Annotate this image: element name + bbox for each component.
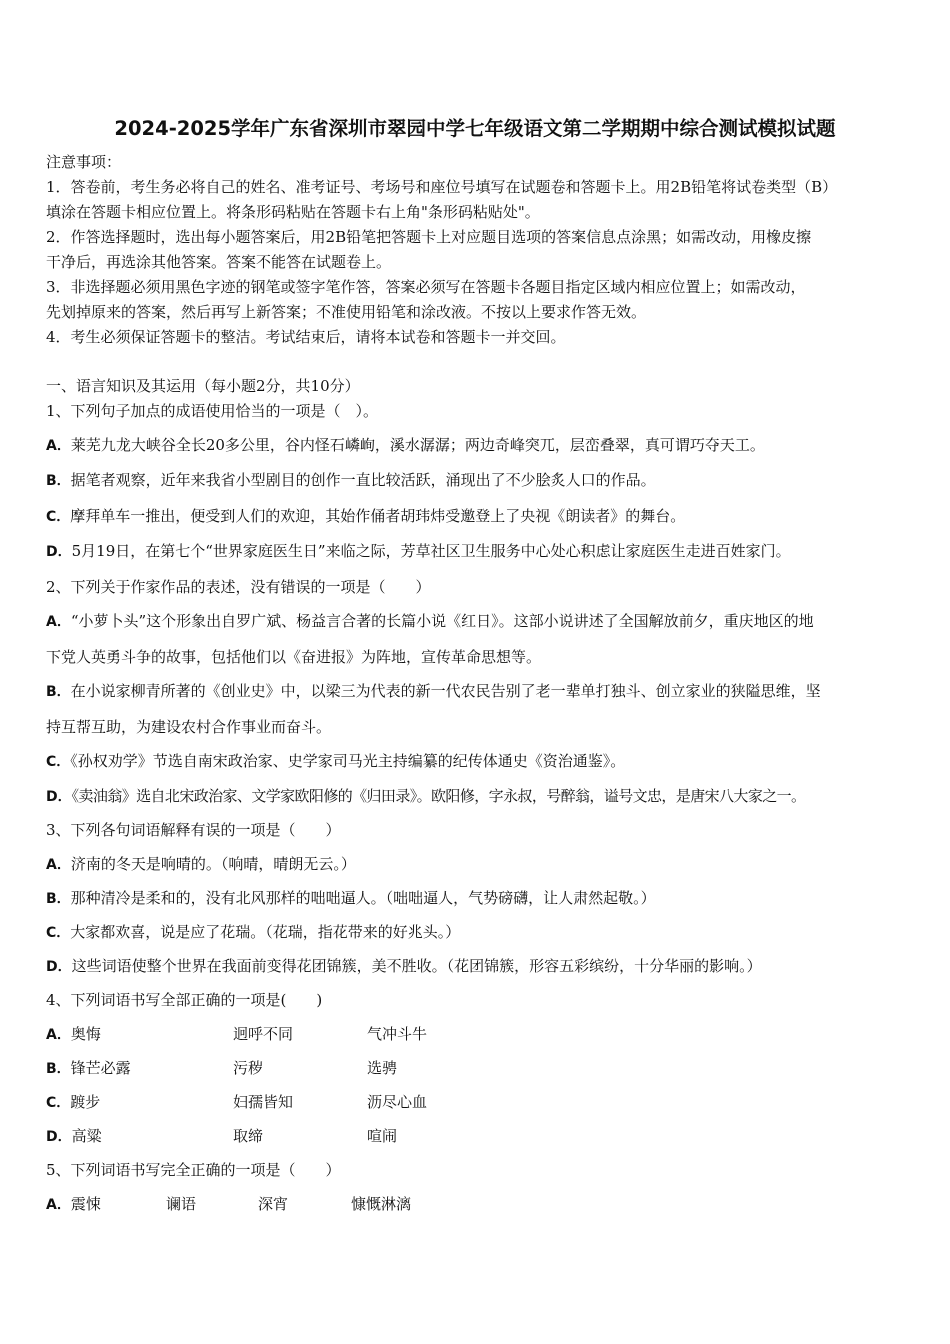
- option-text: 那种清冷是柔和的，没有北风那样的咄咄逼人。（咄咄逼人，气势磅礴，让人肃然起敬。）: [70, 889, 656, 907]
- option-text: 摩拜单车一推出，便受到人们的欢迎，其始作俑者胡玮炜受邀登上了央视《朗读者》的舞台。: [70, 507, 686, 525]
- option-label: C．: [46, 754, 71, 770]
- option-label: A．: [46, 1197, 71, 1213]
- notice-line: 干净后，再选涂其他答案。答案不能答在试题卷上。: [46, 253, 392, 271]
- question-2-option-a: [46, 611, 814, 632]
- option-text: “小萝卜头”这个形象出自罗广斌、杨益言合著的长篇小说《红日》。这部小说讲述了全国解放前夕，重庆地区的地: [70, 612, 814, 630]
- option-text: 大家都欢喜，说是应了花瑞。（花瑞，指花带来的好兆头。）: [70, 923, 461, 941]
- section-heading: 一、语言知识及其运用（每小题2分，共10分）: [46, 377, 360, 395]
- question-2-option-d: [46, 786, 805, 807]
- question-1-option-d: [46, 541, 791, 562]
- question-1-option-b: [46, 470, 656, 491]
- option-label: B．: [46, 1061, 71, 1077]
- question-2-option-b-cont: 持互帮互助，为建设农村合作事业而奋斗。: [46, 718, 332, 736]
- option-label: C．: [46, 1095, 71, 1111]
- option-label: B．: [46, 684, 71, 700]
- option-word: 气冲斗牛: [367, 1025, 428, 1043]
- notice-line: 1．答卷前，考生务必将自己的姓名、准考证号、考场号和座位号填写在试题卷和答题卡上。用2B铅笔将试卷类型（B）: [46, 178, 838, 196]
- question-3-option-d: [46, 956, 762, 977]
- notice-line: 3．非选择题必须用黑色字迹的钢笔或签字笔作答，答案必须写在答题卡各题目指定区域内相应位置上；如需改动，: [46, 278, 806, 296]
- question-2-option-a-cont: 下党人英勇斗争的故事，包括他们以《奋进报》为阵地，宣传革命思想等。: [46, 648, 542, 666]
- option-word: 迥呼不同: [233, 1025, 294, 1043]
- option-word: 慷慨淋漓: [351, 1195, 412, 1213]
- question-5-stem: 5、下列词语书写完全正确的一项是（ ）: [46, 1161, 341, 1179]
- question-4-option-d: [46, 1126, 102, 1147]
- question-1-stem: 1、下列句子加点的成语使用恰当的一项是（ ）。: [46, 402, 379, 420]
- notice-line: 先划掉原来的答案，然后再写上新答案；不准使用铅笔和涂改液。不按以上要求作答无效。: [46, 303, 647, 321]
- option-word: 谰语: [166, 1195, 197, 1213]
- option-word: 取缔: [233, 1127, 264, 1145]
- question-3-option-a: [46, 854, 356, 875]
- option-label: C．: [46, 509, 71, 525]
- option-text: 5月19日，在第七个“世界家庭医生日”来临之际，芳草社区卫生服务中心处心积虑让家庭医生走进百姓家门。: [71, 542, 791, 560]
- option-word: 沥尽心血: [367, 1093, 428, 1111]
- option-text: 《卖油翁》选自北宋政治家、文学家欧阳修的《归田录》。欧阳修，字永叔，号醉翁，谥号文忠，是唐宋八大家之一。: [71, 787, 806, 805]
- option-label: D．: [46, 1129, 72, 1145]
- question-5-option-a: [46, 1194, 101, 1215]
- option-word: 踱步: [70, 1093, 101, 1111]
- option-text: 在小说家柳青所著的《创业史》中，以梁三为代表的新一代农民告别了老一辈单打独斗、创立家业的狭隘思维，坚: [70, 682, 821, 700]
- question-2-option-b: [46, 681, 821, 702]
- option-word: 喧闹: [367, 1127, 398, 1145]
- option-label: B．: [46, 891, 71, 907]
- question-3-option-b: [46, 888, 656, 909]
- option-word: 污秽: [233, 1059, 264, 1077]
- question-1-option-a: [46, 435, 765, 456]
- option-word: 妇孺皆知: [233, 1093, 294, 1111]
- option-text: 这些词语使整个世界在我面前变得花团锦簇，美不胜收。（花团锦簇，形容五彩缤纷，十分华丽的影响。）: [71, 957, 762, 975]
- question-2-stem: 2、下列关于作家作品的表述，没有错误的一项是（ ）: [46, 578, 431, 596]
- option-word: 高粱: [71, 1127, 102, 1145]
- option-word: 锋芒必露: [70, 1059, 131, 1077]
- option-text: 据笔者观察，近年来我省小型剧目的创作一直比较活跃，涌现出了不少脍炙人口的作品。: [70, 471, 656, 489]
- option-label: D．: [46, 959, 72, 975]
- option-word: 深宵: [258, 1195, 289, 1213]
- option-label: A．: [46, 614, 71, 630]
- page-title: 2024-2025学年广东省深圳市翠园中学七年级语文第二学期期中综合测试模拟试题: [114, 117, 836, 140]
- notice-heading: 注意事项：: [46, 153, 122, 171]
- question-3-stem: 3、下列各句词语解释有误的一项是（ ）: [46, 821, 341, 839]
- option-text: 《孙权劝学》节选自南宋政治家、史学家司马光主持编纂的纪传体通史《资治通鉴》。: [70, 752, 626, 770]
- option-word: 震悚: [70, 1195, 101, 1213]
- question-4-option-c: [46, 1092, 100, 1113]
- option-word: 选骋: [367, 1059, 398, 1077]
- question-1-option-c: [46, 506, 685, 527]
- option-label: D．: [46, 544, 72, 560]
- notice-line: 2．作答选择题时，选出每小题答案后，用2B铅笔把答题卡上对应题目选项的答案信息点涂黑；如需改动，用橡皮擦: [46, 228, 812, 246]
- question-4-option-b: [46, 1058, 131, 1079]
- option-label: D．: [46, 789, 72, 805]
- question-4-option-a: [46, 1024, 101, 1045]
- option-label: A．: [46, 1027, 71, 1043]
- option-word: 奥悔: [70, 1025, 101, 1043]
- option-label: A．: [46, 857, 71, 873]
- question-4-stem: 4、下列词语书写全部正确的一项是( ): [46, 991, 323, 1009]
- option-label: C．: [46, 925, 71, 941]
- notice-line: 4．考生必须保证答题卡的整洁。考试结束后，请将本试卷和答题卡一并交回。: [46, 328, 566, 346]
- option-label: B．: [46, 473, 71, 489]
- option-text: 莱芜九龙大峡谷全长20多公里，谷内怪石嶙峋，溪水潺潺；两边奇峰突兀，层峦叠翠，真可谓巧夺天工。: [70, 436, 765, 454]
- option-label: A．: [46, 438, 71, 454]
- question-2-option-c: [46, 751, 625, 772]
- option-text: 济南的冬天是响晴的。（响晴，晴朗无云。）: [70, 855, 356, 873]
- question-3-option-c: [46, 922, 460, 943]
- notice-line: 填涂在答题卡相应位置上。将条形码粘贴在答题卡右上角"条形码粘贴处"。: [46, 203, 540, 221]
